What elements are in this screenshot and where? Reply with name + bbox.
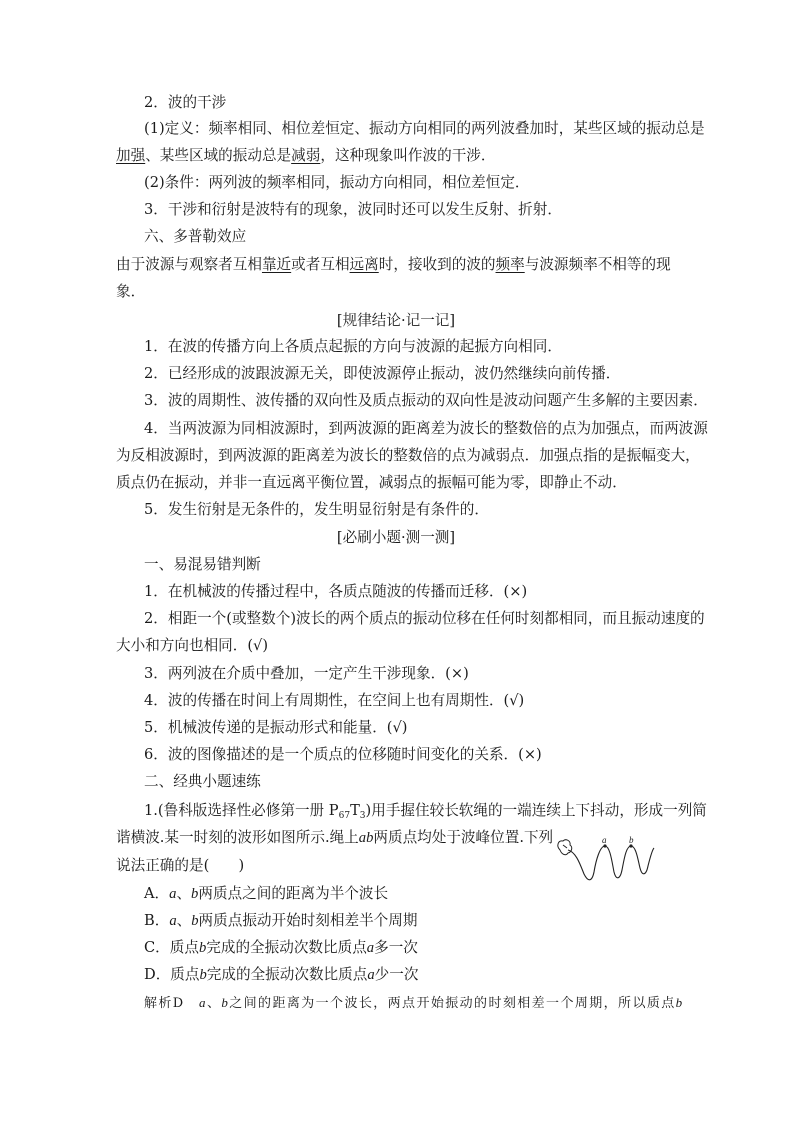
- underlined-term: 远离: [349, 256, 379, 273]
- variable: b: [191, 913, 199, 929]
- paragraph-line: 象．: [116, 283, 146, 300]
- text-run: 完成的全振动次数比质点: [206, 966, 368, 983]
- variable: a: [169, 913, 177, 929]
- judgement-item: 5．机械波传递的是振动形式和能量．(√): [144, 719, 408, 736]
- variable: a: [199, 995, 207, 1010]
- text-run: D．质点: [144, 966, 200, 983]
- text-run: 谐横波.某一时刻的波形如图所示.绳上: [116, 829, 359, 846]
- text-run: ，这种现象叫作波的干涉．: [320, 147, 496, 164]
- text-run: 、某些区域的振动总是: [145, 147, 292, 164]
- paragraph-line: [116, 255, 671, 275]
- wave-curve: [568, 846, 654, 880]
- text-run: )用手握住较长软绳的一端连续上下抖动，形成一列简: [365, 802, 707, 819]
- section-heading: 六、多普勒效应: [144, 228, 247, 245]
- rule-item: 3．波的周期性、波传播的双向性及质点振动的双向性是波动问题产生多解的主要因素．: [144, 392, 708, 409]
- text-run: 少一次: [374, 966, 419, 983]
- hand-icon: [558, 840, 572, 855]
- variable: b: [221, 995, 230, 1010]
- rule-item: 为反相波源时，到两波源的距离差为波长的整数倍的点为减弱点．加强点指的是振幅变大，: [116, 447, 700, 464]
- underlined-term: 加强: [116, 147, 146, 164]
- question-stem: [116, 828, 553, 848]
- condition-line: (2)条件：两列波的频率相同，振动方向相同，相位差恒定．: [144, 174, 530, 191]
- variable: ab: [358, 830, 374, 846]
- particle-a-label: a: [602, 836, 607, 845]
- text-run: 、: [176, 912, 192, 929]
- underlined-term: 靠近: [261, 256, 292, 273]
- text-run: 1.(鲁科版选择性必修第一册 P: [144, 802, 339, 819]
- definition-line: (1)定义：频率相同、相位差恒定、振动方向相同的两列波叠加时，某些区域的振动总是: [144, 120, 705, 137]
- particle-b-label: b: [629, 836, 634, 845]
- rule-item: 4．当两波源为同相波源时，到两波源的距离差为波长的整数倍的点为加强点，而两波源: [144, 420, 708, 437]
- text-run: 、: [176, 885, 192, 902]
- text-run: 解析D: [144, 996, 200, 1011]
- paragraph-line: 3．干涉和衍射是波特有的现象，波同时还可以发生反射、折射．: [144, 201, 562, 218]
- option-a: [144, 884, 388, 904]
- section-heading: 一、易混易错判断: [144, 556, 261, 573]
- practice-title: [必刷小题·测一测]: [336, 529, 456, 546]
- variable: b: [191, 886, 199, 902]
- text-run: T: [350, 802, 360, 819]
- subscript: 3: [359, 811, 366, 821]
- rule-item: 质点仍在振动，并非一直远离平衡位置，减弱点的振幅可能为零，即静止不动．: [116, 474, 627, 491]
- wave-figure: [554, 836, 664, 882]
- text-run: 两质点之间的距离为半个波长: [198, 885, 389, 902]
- definition-line: [116, 146, 496, 166]
- rule-item: 2．已经形成的波跟波源无关，即使波源停止振动，波仍然继续向前传播．: [144, 365, 621, 382]
- section-heading: 2．波的干涉: [144, 94, 227, 111]
- text-run: 、: [206, 996, 222, 1011]
- rule-item: 5．发生衍射是无条件的，发生明显衍射是有条件的．: [144, 501, 489, 518]
- underlined-term: 频率: [495, 256, 525, 273]
- judgement-item: 2．相距一个(或整数个)波长的两个质点的振动位移在任何时刻都相同，而且振动速度的: [144, 610, 705, 627]
- judgement-item: 3．两列波在介质中叠加，一定产生干涉现象．(×): [144, 665, 469, 682]
- text-run: 之间的距离为一个波长，两点开始振动的时刻相差一个周期，所以质点: [229, 996, 676, 1011]
- judgement-item: 大小和方向也相同．(√): [116, 637, 269, 654]
- text-run: 完成的全振动次数比质点: [206, 939, 367, 956]
- section-heading: 二、经典小题速练: [144, 773, 261, 790]
- question-stem: 说法正确的是( ): [116, 857, 245, 874]
- option-d: [144, 965, 418, 985]
- option-b: [144, 911, 417, 931]
- text-run: 与波源频率不相等的现: [524, 256, 671, 273]
- text-run: A．: [144, 885, 170, 902]
- judgement-item: 6．波的图像描述的是一个质点的位移随时间变化的关系．(×): [144, 746, 542, 763]
- variable: a: [366, 940, 375, 956]
- question-stem: [144, 801, 707, 826]
- text-run: 两质点振动开始时刻相差半个周期: [198, 912, 418, 929]
- answer-explanation: [144, 993, 684, 1014]
- text-run: 或者互相: [291, 256, 350, 273]
- option-c: [144, 938, 418, 958]
- text-run: B．: [144, 912, 170, 929]
- judgement-item: 4．波的传播在时间上有周期性，在空间上也有周期性．(√): [144, 692, 525, 709]
- variable: b: [198, 940, 207, 956]
- text-run: 由于波源与观察者互相: [116, 256, 262, 273]
- variable: a: [367, 967, 375, 983]
- judgement-item: 1．在机械波的传播过程中，各质点随波的传播而迁移．(×): [144, 583, 528, 600]
- text-run: C．质点: [144, 939, 199, 956]
- text-run: 多一次: [374, 939, 418, 956]
- underlined-term: 减弱: [291, 147, 321, 164]
- variable: a: [169, 886, 177, 902]
- subscript: 67: [338, 811, 351, 821]
- variable: b: [675, 995, 684, 1010]
- text-run: 两质点均处于波峰位置.下列: [373, 829, 554, 846]
- text-run: 时，接收到的波的: [378, 256, 496, 273]
- variable: b: [199, 967, 207, 983]
- rule-item: 1．在波的传播方向上各质点起振的方向与波源的起振方向相同．: [144, 338, 562, 355]
- rules-title: [规律结论·记一记]: [336, 312, 456, 329]
